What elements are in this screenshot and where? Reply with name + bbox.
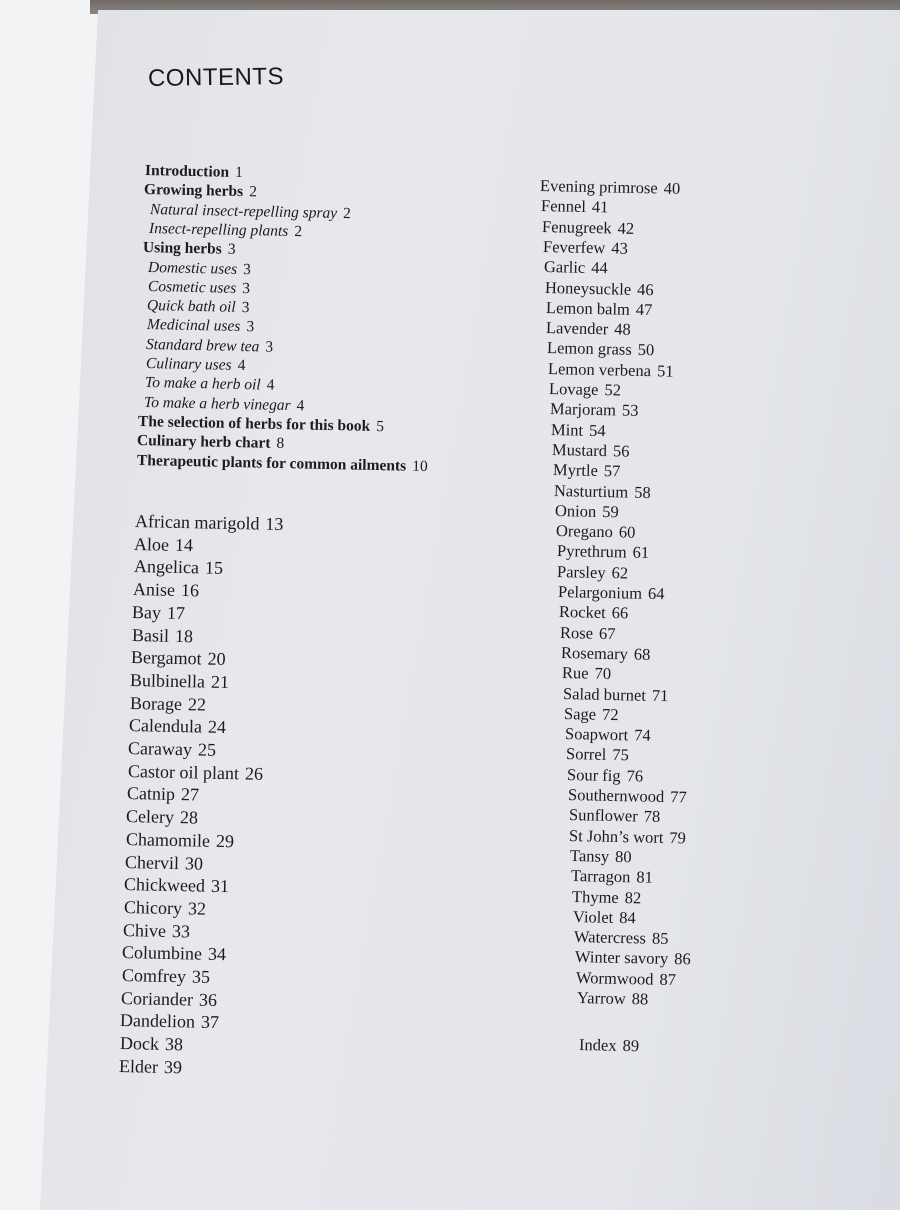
entry-title: Sunflower xyxy=(568,805,638,826)
entry-title: Coriander xyxy=(120,987,194,1010)
entry-title: Medicinal uses xyxy=(146,316,241,336)
entry-page-number: 13 xyxy=(265,513,284,535)
entry-page-number: 27 xyxy=(180,784,200,805)
entry-page-number: 80 xyxy=(615,846,633,867)
entry-page-number: 32 xyxy=(187,898,206,919)
toc-entry xyxy=(573,907,636,928)
entry-page-number: 52 xyxy=(604,380,622,400)
entry-page-number: 17 xyxy=(167,602,186,623)
toc-entry xyxy=(146,336,273,357)
entry-title: Evening primrose xyxy=(539,176,658,198)
toc-entry xyxy=(143,239,236,259)
entry-title: Mustard xyxy=(551,439,608,461)
entry-title: Sour fig xyxy=(566,764,621,785)
entry-title: To make a herb oil xyxy=(144,374,261,394)
entry-page-number: 25 xyxy=(198,739,217,760)
entry-title: Honeysuckle xyxy=(544,277,631,299)
entry-page-number: 36 xyxy=(198,989,218,1010)
toc-entry xyxy=(123,920,190,942)
entry-title: Bergamot xyxy=(130,647,202,669)
entry-page-number: 70 xyxy=(594,663,612,684)
toc-entry xyxy=(547,338,655,360)
entry-page-number: 48 xyxy=(614,319,632,339)
toc-entry xyxy=(557,562,628,583)
entry-page-number: 78 xyxy=(643,806,660,827)
entry-page-number: 3 xyxy=(243,260,252,278)
toc-entry xyxy=(556,541,649,563)
toc-entry xyxy=(122,942,226,965)
entry-title: Introduction xyxy=(144,162,230,181)
entry-page-number: 87 xyxy=(659,969,677,989)
entry-page-number: 8 xyxy=(276,435,285,453)
toc-entry xyxy=(568,805,660,827)
entry-title: Anise xyxy=(132,579,176,600)
entry-title: Tansy xyxy=(570,845,610,866)
entry-title: Onion xyxy=(554,500,597,521)
entry-page-number: 44 xyxy=(590,258,608,278)
toc-entry xyxy=(135,511,284,535)
entry-title: Oregano xyxy=(555,521,613,542)
entry-page-number: 50 xyxy=(637,340,655,360)
entry-title: Rose xyxy=(560,622,594,643)
toc-entry xyxy=(133,556,222,579)
entry-page-number: 46 xyxy=(636,279,654,299)
entry-page-number: 2 xyxy=(342,204,351,222)
entry-title: Catnip xyxy=(126,783,176,805)
entry-title: Chamomile xyxy=(125,828,210,851)
toc-entry xyxy=(551,420,606,441)
toc-entry xyxy=(550,399,639,421)
entry-title: Chicory xyxy=(123,896,182,919)
entry-title: Culinary uses xyxy=(145,355,232,374)
entry-page-number: 77 xyxy=(669,787,687,807)
entry-page-number: 64 xyxy=(648,583,666,604)
toc-entry xyxy=(120,1010,219,1033)
toc-entry xyxy=(548,359,674,382)
toc-entry xyxy=(559,602,629,623)
entry-title: Marjoram xyxy=(549,399,617,420)
entry-title: St John’s wort xyxy=(569,825,665,847)
entry-title: Soapwort xyxy=(564,724,629,745)
entry-title: Bulbinella xyxy=(130,669,206,692)
entry-page-number: 3 xyxy=(241,299,250,317)
entry-page-number: 41 xyxy=(591,197,609,217)
entry-page-number: 31 xyxy=(211,876,230,897)
entry-title: Therapeutic plants for common ailments xyxy=(136,451,407,475)
entry-page-number: 20 xyxy=(207,648,226,670)
entry-title: Bay xyxy=(132,601,162,623)
entry-page-number: 72 xyxy=(601,704,619,724)
entry-page-number: 75 xyxy=(611,745,629,765)
toc-entry xyxy=(131,625,192,647)
entry-title: Rue xyxy=(561,663,589,683)
toc-entry xyxy=(574,927,669,949)
entry-title: Culinary herb chart xyxy=(137,432,271,452)
toc-entry xyxy=(147,297,250,317)
entry-title: Tarragon xyxy=(571,866,631,887)
entry-page-number: 67 xyxy=(599,623,616,643)
entry-title: Feverfew xyxy=(542,236,606,258)
entry-title: Growing herbs xyxy=(144,181,244,201)
entry-title: Columbine xyxy=(122,942,203,964)
entry-title: Parsley xyxy=(557,561,607,582)
toc-entry xyxy=(119,1056,182,1078)
entry-page-number: 30 xyxy=(184,852,204,874)
toc-entry xyxy=(549,379,621,401)
entry-title: Violet xyxy=(572,906,614,927)
entry-title: Comfrey xyxy=(121,965,186,987)
entry-title: Aloe xyxy=(134,533,170,555)
entry-title: Winter savory xyxy=(574,947,669,969)
toc-entry xyxy=(576,968,676,990)
toc-entry xyxy=(575,947,691,969)
entry-page-number: 61 xyxy=(632,542,649,563)
entry-page-number: 68 xyxy=(633,644,651,664)
entry-title: Cosmetic uses xyxy=(147,277,237,297)
toc-entry xyxy=(146,316,254,336)
entry-page-number: 51 xyxy=(657,360,675,381)
toc-entry xyxy=(544,278,653,300)
entry-page-number: 10 xyxy=(411,457,428,475)
entry-title: Lemon balm xyxy=(545,297,630,319)
entry-title: Dock xyxy=(119,1033,159,1054)
toc-entry xyxy=(569,826,686,848)
toc-entry xyxy=(552,440,630,462)
entry-page-number: 40 xyxy=(663,178,681,198)
toc-entry xyxy=(564,704,619,725)
toc-entry xyxy=(125,852,203,875)
entry-page-number: 28 xyxy=(180,807,199,828)
toc-entry xyxy=(572,887,642,908)
entry-title: Lemon verbena xyxy=(548,358,652,380)
entry-title: Calendula xyxy=(128,715,203,737)
toc-entry xyxy=(132,602,185,624)
entry-page-number: 79 xyxy=(669,827,687,848)
entry-page-number: 76 xyxy=(626,765,643,786)
toc-entry xyxy=(130,670,229,693)
entry-page-number: 3 xyxy=(265,338,274,356)
toc-entry xyxy=(543,237,628,259)
entry-title: Celery xyxy=(126,806,175,828)
toc-entry xyxy=(558,582,665,604)
entry-title: Thyme xyxy=(571,886,620,907)
toc-entry xyxy=(563,684,669,706)
toc-entry xyxy=(137,432,285,453)
entry-page-number: 2 xyxy=(294,222,303,241)
toc-entry xyxy=(570,846,632,867)
toc-entry xyxy=(147,278,249,298)
entry-page-number: 26 xyxy=(244,763,263,784)
entry-title: Lovage xyxy=(548,379,599,400)
entry-title: Yarrow xyxy=(576,988,626,1009)
toc-entry xyxy=(145,162,243,182)
toc-entry xyxy=(121,965,209,988)
entry-page-number: 29 xyxy=(215,830,234,852)
toc-entry xyxy=(127,783,199,806)
toc-entry xyxy=(579,1035,639,1056)
entry-page-number: 58 xyxy=(633,482,651,502)
entry-title: Sorrel xyxy=(565,744,607,765)
entry-page-number: 89 xyxy=(622,1035,640,1056)
toc-entry xyxy=(145,355,245,375)
entry-title: Lavender xyxy=(546,318,609,339)
entry-page-number: 39 xyxy=(163,1056,183,1078)
entry-page-number: 59 xyxy=(601,501,619,522)
toc-entry xyxy=(129,693,205,716)
entry-title: Salad burnet xyxy=(562,683,647,705)
entry-page-number: 1 xyxy=(234,163,244,182)
toc-entry xyxy=(567,785,686,807)
entry-title: Quick bath oil xyxy=(146,297,236,316)
entry-page-number: 56 xyxy=(612,441,630,461)
toc-entry xyxy=(562,663,612,684)
toc-entry xyxy=(121,988,217,1011)
toc-entry xyxy=(571,866,653,888)
entry-title: Chickweed xyxy=(124,874,206,896)
toc-entry xyxy=(543,257,607,278)
entry-title: Insect-repelling plants xyxy=(149,219,289,240)
entry-page-number: 47 xyxy=(635,299,653,320)
entry-page-number: 82 xyxy=(624,887,642,907)
entry-title: Garlic xyxy=(543,257,586,278)
entry-page-number: 33 xyxy=(171,920,191,941)
entry-title: Dandelion xyxy=(120,1010,196,1032)
entry-title: Rocket xyxy=(559,602,607,623)
toc-entry xyxy=(546,318,631,340)
toc-entry xyxy=(131,647,226,670)
toc-entry xyxy=(150,201,351,223)
entry-page-number: 53 xyxy=(621,400,639,421)
entry-title: Wormwood xyxy=(575,967,654,989)
entry-title: Chive xyxy=(122,919,167,941)
entry-title: The selection of herbs for this book xyxy=(137,412,371,435)
entry-title: Angelica xyxy=(133,556,199,578)
entry-page-number: 21 xyxy=(211,671,230,692)
entry-page-number: 43 xyxy=(610,238,628,258)
entry-title: Basil xyxy=(131,624,169,646)
entry-title: Using herbs xyxy=(142,239,222,258)
toc-entry xyxy=(119,1033,182,1055)
entry-page-number: 2 xyxy=(249,183,258,201)
toc-entry xyxy=(124,874,229,897)
entry-page-number: 66 xyxy=(611,603,629,623)
entry-page-number: 62 xyxy=(611,562,629,583)
entry-page-number: 84 xyxy=(619,907,637,928)
toc-entry xyxy=(125,829,233,852)
toc-entry xyxy=(148,259,251,279)
entry-title: Lemon grass xyxy=(547,338,633,360)
entry-title: Southernwood xyxy=(567,785,665,807)
toc-entry xyxy=(127,761,262,785)
entry-page-number: 71 xyxy=(651,685,669,705)
entry-title: Nasturtium xyxy=(553,480,629,502)
page-title: CONTENTS xyxy=(147,63,285,92)
toc-entry xyxy=(145,374,275,395)
entry-title: Domestic uses xyxy=(148,258,238,278)
toc-entry xyxy=(541,196,609,217)
entry-page-number: 38 xyxy=(164,1034,183,1055)
entry-title: Index xyxy=(578,1035,617,1055)
entry-page-number: 14 xyxy=(175,534,194,555)
entry-page-number: 22 xyxy=(187,693,206,715)
entry-page-number: 37 xyxy=(201,1012,220,1033)
entry-page-number: 57 xyxy=(603,461,621,481)
entry-page-number: 18 xyxy=(174,625,193,646)
toc-entry xyxy=(565,724,651,746)
entry-title: Caraway xyxy=(128,738,193,760)
entry-page-number: 42 xyxy=(617,218,635,238)
entry-page-number: 85 xyxy=(651,928,669,949)
entry-page-number: 3 xyxy=(245,318,254,336)
toc-entry xyxy=(561,643,651,665)
entry-title: Pelargonium xyxy=(558,582,643,603)
entry-page-number: 60 xyxy=(618,522,636,542)
entry-title: African marigold xyxy=(134,511,260,534)
toc-entry xyxy=(554,481,651,503)
entry-title: Watercress xyxy=(573,927,647,948)
toc-entry xyxy=(566,765,643,787)
entry-page-number: 35 xyxy=(191,966,210,987)
entry-page-number: 4 xyxy=(266,376,275,395)
entry-page-number: 86 xyxy=(674,949,691,969)
entry-title: Chervil xyxy=(124,851,180,873)
toc-entry xyxy=(149,220,302,241)
entry-page-number: 54 xyxy=(588,420,606,440)
entry-page-number: 34 xyxy=(208,944,227,965)
toc-entry xyxy=(126,806,198,829)
toc-entry xyxy=(144,181,257,201)
entry-page-number: 74 xyxy=(633,725,651,745)
entry-page-number: 5 xyxy=(375,417,384,436)
entry-page-number: 15 xyxy=(204,557,223,579)
toc-entry xyxy=(555,501,619,522)
toc-entry xyxy=(560,623,616,644)
entry-title: Natural insect-repelling spray xyxy=(149,200,338,222)
entry-page-number: 24 xyxy=(207,716,227,738)
toc-entry xyxy=(555,521,635,543)
entry-title: Borage xyxy=(129,692,182,714)
toc-entry xyxy=(129,715,226,738)
entry-page-number: 4 xyxy=(296,396,305,414)
toc-entry xyxy=(144,394,305,415)
toc-entry xyxy=(128,738,216,761)
entry-title: Fenugreek xyxy=(541,216,612,238)
entry-page-number: 16 xyxy=(180,580,200,601)
entry-page-number: 81 xyxy=(636,867,654,887)
entry-title: To make a herb vinegar xyxy=(144,393,292,414)
entry-title: Rosemary xyxy=(560,642,629,664)
toc-entry xyxy=(577,988,649,1009)
toc-entry xyxy=(566,744,629,765)
entry-title: Elder xyxy=(118,1055,159,1077)
toc-entry xyxy=(133,579,199,601)
entry-title: Sage xyxy=(563,703,597,724)
entry-page-number: 3 xyxy=(227,240,236,259)
entry-title: Pyrethrum xyxy=(556,541,627,562)
entry-page-number: 3 xyxy=(241,279,250,297)
entry-title: Fennel xyxy=(540,196,587,217)
toc-entry xyxy=(545,298,652,320)
entry-title: Myrtle xyxy=(552,460,598,481)
entry-title: Castor oil plant xyxy=(127,760,239,784)
toc-entry xyxy=(553,460,621,481)
toc-entry xyxy=(123,897,205,920)
entry-page-number: 4 xyxy=(236,356,246,375)
toc-entry xyxy=(542,217,635,239)
toc-entry xyxy=(134,534,193,556)
entry-page-number: 88 xyxy=(631,989,649,1009)
entry-title: Mint xyxy=(550,419,584,440)
entry-title: Standard brew tea xyxy=(145,335,260,356)
